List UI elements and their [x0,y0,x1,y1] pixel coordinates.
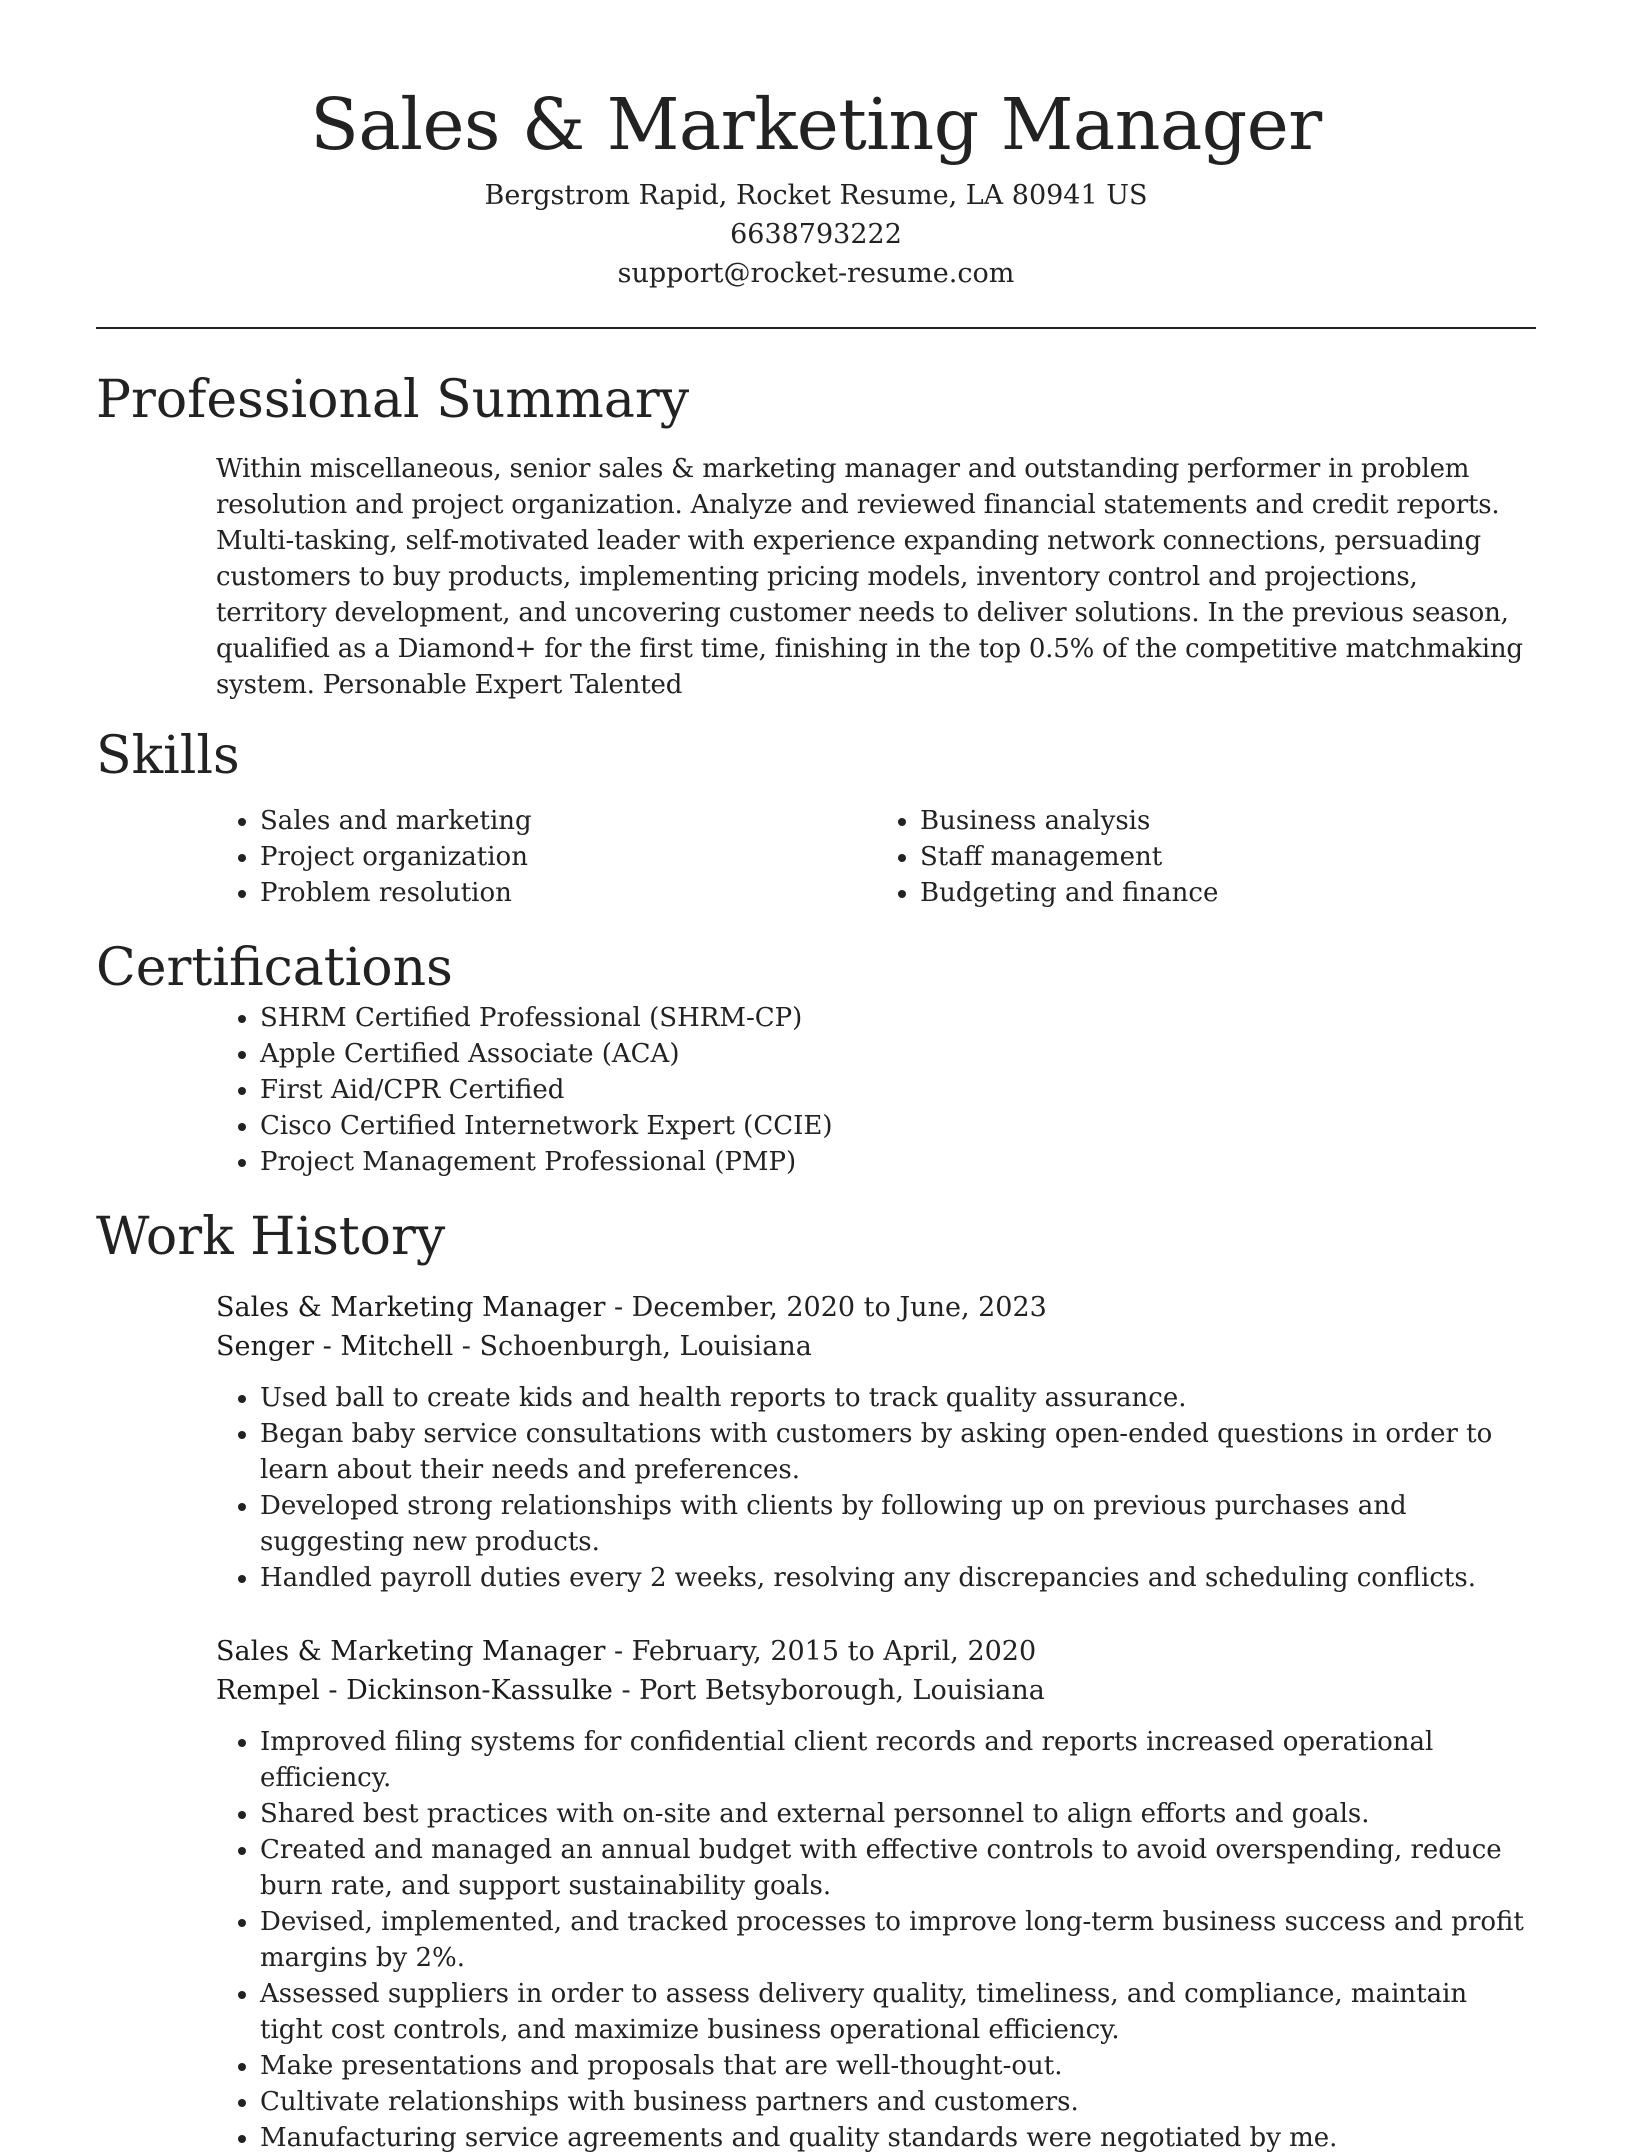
resume-name: Sales & Marketing Manager [310,83,1322,166]
job-company: Rempel - Dickinson-Kassulke [216,1675,613,1707]
job-bullet: • Developed strong relationships with clients by following up on previous purchases and suggesting new products. [260,1488,1536,1560]
skills-grid [96,803,1536,911]
job-bullet: • Cultivate relationships with business partners and customers. [260,2084,1536,2120]
contact-email: support@rocket-resume.com [617,257,1015,289]
job-role: Sales & Marketing Manager [216,1636,606,1668]
job-bullet: • Began baby service consultations with customers by asking open-ended questions in order to learn about their needs and preferences. [260,1416,1536,1488]
certifications-list [96,1000,1536,1180]
job-bullets [216,1380,1536,1596]
contact-phone: 6638793222 [730,218,902,250]
job-dates: - December, 2020 to June, 2023 [605,1292,1047,1324]
summary-heading: Professional Summary [96,369,690,430]
summary-text: Within miscellaneous, senior sales & marketing manager and outstanding performer in problem resolution and project organization. Analyze and reviewed financial statements and credit reports. Multi-tasking, self-motivated leader with experience expanding network connections, persuading customers to buy products, implementing pricing models, inventory control and projections, territory development, and uncovering customer needs to deliver solutions. In the previous season, qualified as a Diamond+ for the first time, finishing in the top 0.5% of the competitive matchmaking system. Personable Expert Talented [216,454,1523,701]
skill-item: • Sales and marketing [260,803,876,839]
job-bullet: • Handled payroll duties every 2 weeks, resolving any discrepancies and scheduling conflicts. [260,1560,1536,1596]
job-bullets [216,1724,1536,2156]
skill-item: • Project organization [260,839,876,875]
job-location: - Schoenburgh, Louisiana [453,1331,812,1363]
skills-left-list [216,803,876,911]
header-divider [96,327,1536,329]
job-company-line [216,1327,1536,1366]
job-dates: - February, 2015 to April, 2020 [605,1636,1037,1668]
job-title-line [216,1288,1536,1327]
skill-item: • Problem resolution [260,875,876,911]
certifications-heading: Certifications [96,938,453,999]
contact-address: Bergstrom Rapid, Rocket Resume, LA 80941 US [484,179,1148,211]
resume-page [96,0,1536,2156]
job-bullet: • Used ball to create kids and health reports to track quality assurance. [260,1380,1536,1416]
job-bullet: • Shared best practices with on-site and external personnel to align efforts and goals. [260,1796,1536,1832]
skill-item: • Budgeting and finance [920,875,1536,911]
job-title-line [216,1632,1536,1671]
job-company: Senger - Mitchell [216,1331,454,1363]
job-company-line [216,1671,1536,1710]
certification-item: • First Aid/CPR Certified [260,1072,1536,1108]
skills-heading: Skills [96,726,240,787]
certification-item: • Project Management Professional (PMP) [260,1144,1536,1180]
job-bullet: • Created and managed an annual budget with effective controls to avoid overspending, reduce burn rate, and support sustainability goals. [260,1832,1536,1904]
work-history-heading: Work History [96,1206,446,1267]
job-bullet: • Manufacturing service agreements and quality standards were negotiated by me. [260,2120,1536,2156]
skills-right-list [876,803,1536,911]
job-bullet: • Improved filing systems for confidential client records and reports increased operational efficiency. [260,1724,1536,1796]
certification-item: • SHRM Certified Professional (SHRM-CP) [260,1000,1536,1036]
job-location: - Port Betsyborough, Louisiana [612,1675,1045,1707]
skill-item: • Business analysis [920,803,1536,839]
job-bullet: • Assessed suppliers in order to assess delivery quality, timeliness, and compliance, maintain tight cost controls, and maximize business operational efficiency. [260,1976,1536,2048]
skill-item: • Staff management [920,839,1536,875]
job-bullet: • Devised, implemented, and tracked processes to improve long-term business success and profit margins by 2%. [260,1904,1536,1976]
job-role: Sales & Marketing Manager [216,1292,606,1324]
job-entry [96,1288,1536,1596]
contact-block [96,176,1536,293]
job-bullet: • Make presentations and proposals that are well-thought-out. [260,2048,1536,2084]
job-entry [96,1632,1536,2156]
certification-item: • Cisco Certified Internetwork Expert (CCIE) [260,1108,1536,1144]
certification-item: • Apple Certified Associate (ACA) [260,1036,1536,1072]
